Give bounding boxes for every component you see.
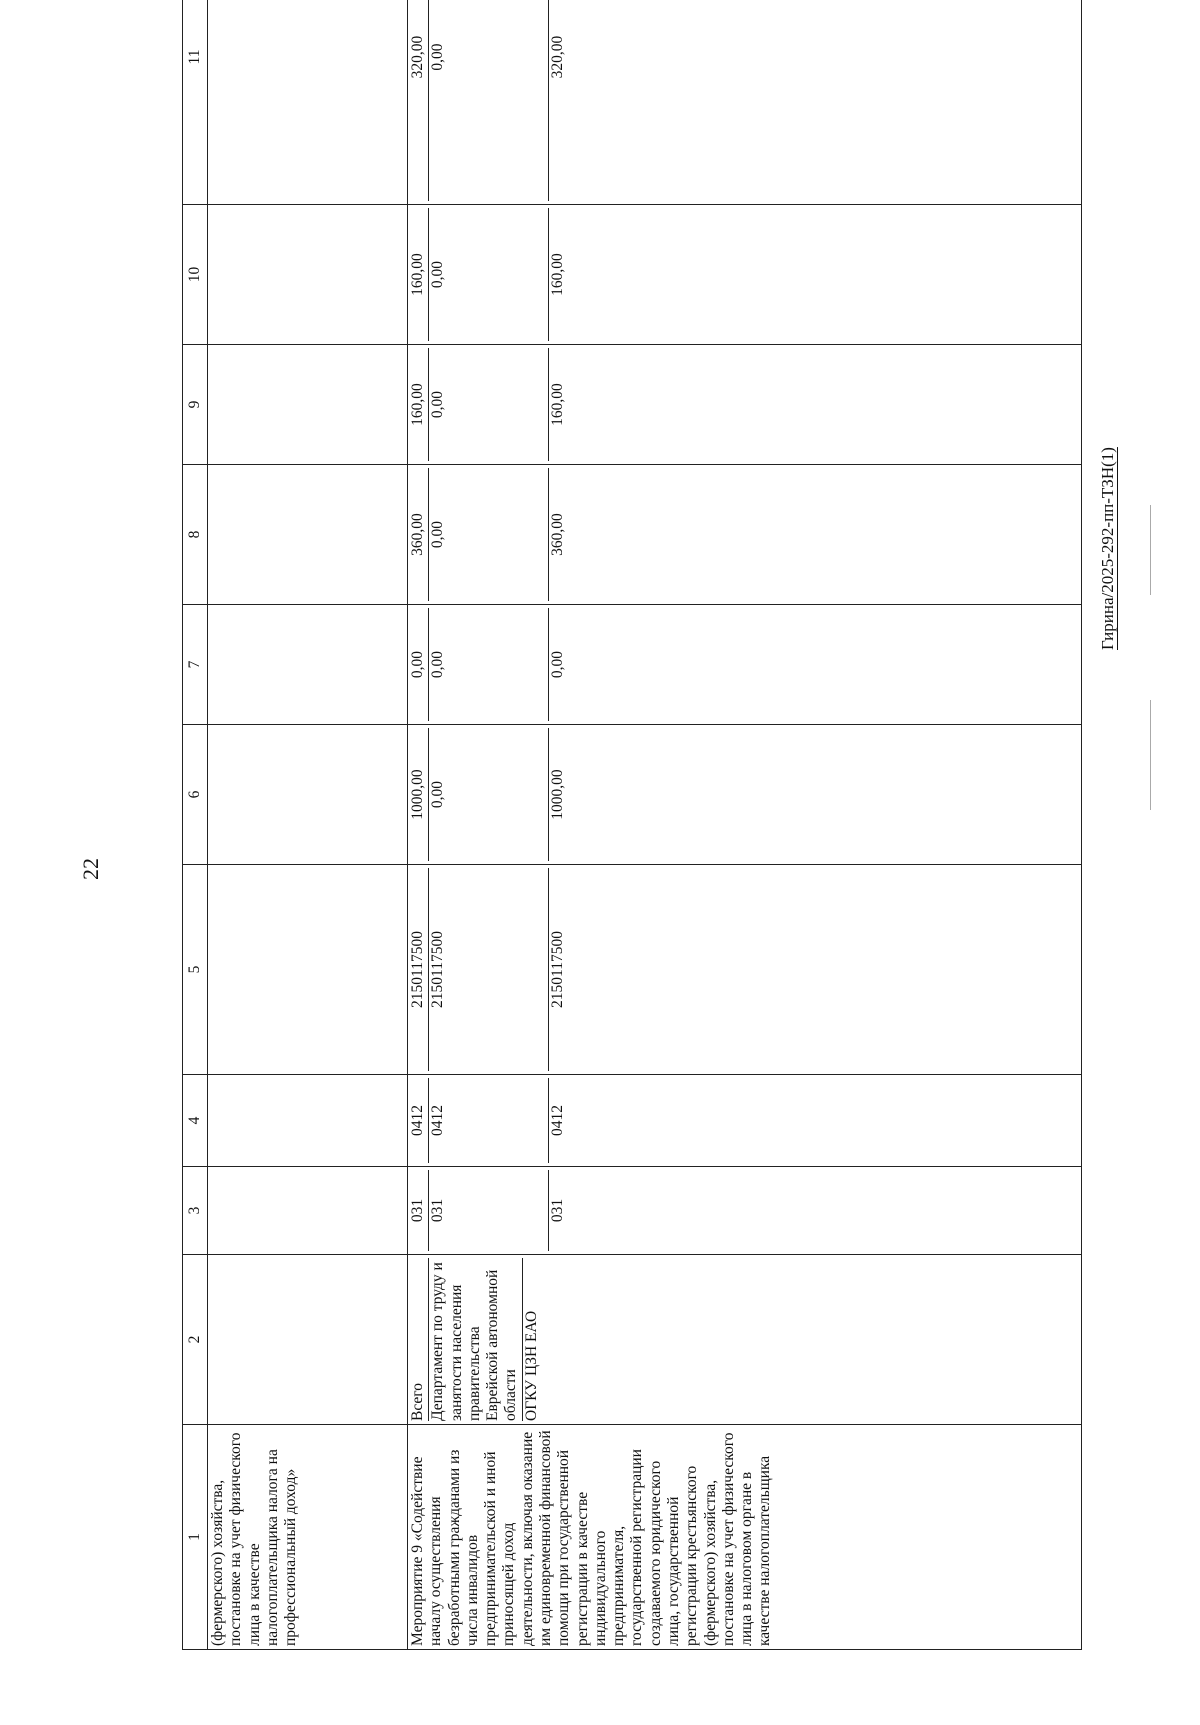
empty-cell	[208, 345, 408, 465]
value: 0,00	[409, 608, 429, 721]
empty-cell	[208, 0, 408, 205]
col9-cell	[408, 345, 1082, 465]
executor-total-label: Всего	[409, 1258, 429, 1421]
col6-cell	[408, 725, 1082, 865]
col11-cell	[408, 0, 1082, 205]
value: 360,00	[549, 513, 567, 556]
empty-cell	[208, 725, 408, 865]
col5-cell	[408, 865, 1082, 1075]
value: 031	[549, 1198, 567, 1223]
value: 2150117500	[549, 931, 567, 1008]
executor-ogku-label: ОГКУ ЦЗН ЕАО	[522, 1310, 540, 1421]
value: 0,00	[429, 728, 549, 861]
col4-cell	[408, 1075, 1082, 1167]
continuation-cell: (фермерского) хозяйства, постановке на учет физического лица в качестве налогоплательщика налога на профессиональный доход»	[208, 1425, 408, 1650]
value: 1000,00	[409, 728, 429, 861]
value: 0,00	[429, 608, 549, 721]
empty-cell	[208, 865, 408, 1075]
value: 160,00	[409, 208, 429, 341]
value: 0,00	[429, 348, 549, 461]
scan-artifact	[1150, 505, 1151, 595]
value: 160,00	[549, 253, 567, 296]
page-number: 22	[78, 858, 103, 880]
header-cell: 2	[183, 1255, 208, 1425]
header-cell: 6	[183, 725, 208, 865]
table-row	[208, 0, 408, 1650]
document-code: Гирина/2025-292-пп-ТЗН(1)	[1098, 447, 1117, 650]
budget-table-sheet	[182, 35, 1082, 1650]
empty-cell	[208, 205, 408, 345]
empty-cell	[208, 465, 408, 605]
header-cell: 10	[183, 205, 208, 345]
empty-cell	[208, 1075, 408, 1167]
empty-cell	[208, 605, 408, 725]
header-cell: 7	[183, 605, 208, 725]
value: 031	[409, 1170, 429, 1251]
value: 320,00	[409, 0, 429, 201]
header-cell: 1	[183, 1425, 208, 1650]
header-cell: 4	[183, 1075, 208, 1167]
value: 0412	[409, 1078, 429, 1163]
col3-cell	[408, 1167, 1082, 1255]
col7-cell	[408, 605, 1082, 725]
value: 0,00	[429, 468, 549, 601]
value: 0,00	[549, 650, 567, 679]
value: 360,00	[409, 468, 429, 601]
value: 031	[429, 1170, 549, 1251]
header-cell: 3	[183, 1167, 208, 1255]
empty-cell	[208, 1255, 408, 1425]
value: 320,00	[549, 35, 567, 79]
measure-description: Мероприятие 9 «Содействие началу осуществления безработными гражданами из числа инвалидов предпринимательской и иной приносящей доход деятельности, включая оказание им единовременной финансовой помощи при государственной регистрации в качестве индивидуального предпринимателя, государственной регистрации создаваемого юридического лица, государственной регистрации крестьянского (фермерского) хозяйства, постановке на учет физического лица в налоговом органе в качестве налогоплательщика	[408, 1425, 1082, 1650]
col10-cell	[408, 205, 1082, 345]
executor-cell	[408, 1255, 1082, 1425]
header-cell: 11	[183, 0, 208, 205]
value: 0,00	[429, 208, 549, 341]
budget-table	[182, 0, 1082, 1650]
header-cell: 8	[183, 465, 208, 605]
value: 1000,00	[549, 769, 567, 820]
header-cell: 5	[183, 865, 208, 1075]
value: 160,00	[409, 348, 429, 461]
col8-cell	[408, 465, 1082, 605]
value: 0,00	[429, 0, 549, 201]
value: 0412	[429, 1078, 549, 1163]
value: 0412	[549, 1105, 567, 1136]
table-row	[408, 0, 1082, 1650]
header-cell: 9	[183, 345, 208, 465]
empty-cell	[208, 1167, 408, 1255]
scan-artifact	[1150, 700, 1151, 810]
executor-dept-label: Департамент по труду и занятости населения правительства Еврейской автономной области	[429, 1258, 522, 1421]
value: 160,00	[549, 383, 567, 426]
header-row	[183, 0, 208, 1650]
value: 2150117500	[429, 868, 549, 1071]
value: 2150117500	[409, 868, 429, 1071]
